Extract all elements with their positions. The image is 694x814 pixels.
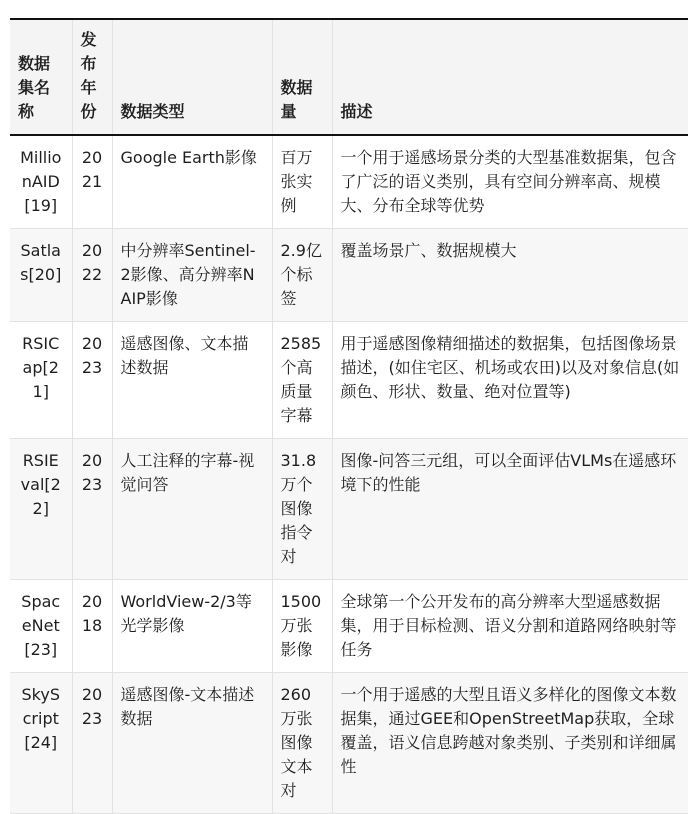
header-description: 描述 [332, 19, 688, 135]
cell-data-amount: 2585个高质量字幕 [272, 322, 332, 439]
cell-data-type: WorldView-2/3等光学影像 [112, 580, 272, 673]
table-row [10, 439, 688, 580]
cell-description: 图像-问答三元组，可以全面评估VLMs在遥感环境下的性能 [332, 439, 688, 580]
cell-release-year: 2018 [72, 580, 112, 673]
cell-release-year: 2021 [72, 135, 112, 229]
cell-dataset-name: SpaceNet[23] [10, 580, 72, 673]
cell-description: 覆盖场景广、数据规模大 [332, 229, 688, 322]
cell-data-type: 遥感图像-文本描述数据 [112, 673, 272, 814]
cell-description: 用于遥感图像精细描述的数据集，包括图像场景描述，(如住宅区、机场或农田)以及对象信息(如颜色、形状、数量、绝对位置等) [332, 322, 688, 439]
header-release-year: 发布年份 [72, 19, 112, 135]
table-row [10, 673, 688, 814]
table-row [10, 322, 688, 439]
table-row [10, 135, 688, 229]
cell-description: 全球第一个公开发布的高分辨率大型遥感数据集，用于目标检测、语义分割和道路网络映射等任务 [332, 580, 688, 673]
cell-release-year: 2023 [72, 322, 112, 439]
dataset-table-container [10, 18, 688, 814]
table-header [10, 19, 688, 135]
cell-dataset-name: RSIEval[22] [10, 439, 72, 580]
header-data-amount: 数据量 [272, 19, 332, 135]
table-body [10, 135, 688, 814]
header-row [10, 19, 688, 135]
cell-release-year: 2022 [72, 229, 112, 322]
table-row [10, 229, 688, 322]
dataset-table [10, 18, 688, 814]
cell-data-amount: 31.8万个图像指令对 [272, 439, 332, 580]
cell-data-type: 遥感图像、文本描述数据 [112, 322, 272, 439]
cell-dataset-name: Satlas[20] [10, 229, 72, 322]
header-dataset-name: 数据集名称 [18, 54, 51, 121]
cell-release-year: 2023 [72, 673, 112, 814]
cell-dataset-name: SkyScript[24] [10, 673, 72, 814]
cell-data-type: 人工注释的字幕-视觉问答 [112, 439, 272, 580]
cell-description: 一个用于遥感场景分类的大型基准数据集，包含了广泛的语义类别，具有空间分辨率高、规模大、分布全球等优势 [332, 135, 688, 229]
cell-dataset-name: RSICap[21] [10, 322, 72, 439]
cell-release-year: 2023 [72, 439, 112, 580]
header-data-type: 数据类型 [112, 19, 272, 135]
cell-data-amount: 百万张实例 [272, 135, 332, 229]
cell-data-amount: 2.9亿个标签 [272, 229, 332, 322]
cell-data-type: 中分辨率Sentinel-2影像、高分辨率NAIP影像 [112, 229, 272, 322]
cell-data-type: Google Earth影像 [112, 135, 272, 229]
cell-description: 一个用于遥感的大型且语义多样化的图像文本数据集，通过GEE和OpenStreetMap获取，全球覆盖，语义信息跨越对象类别、子类别和详细属性 [332, 673, 688, 814]
cell-dataset-name: MillionAID[19] [10, 135, 72, 229]
cell-data-amount: 1500万张影像 [272, 580, 332, 673]
table-row [10, 580, 688, 673]
cell-data-amount: 260万张图像文本对 [272, 673, 332, 814]
